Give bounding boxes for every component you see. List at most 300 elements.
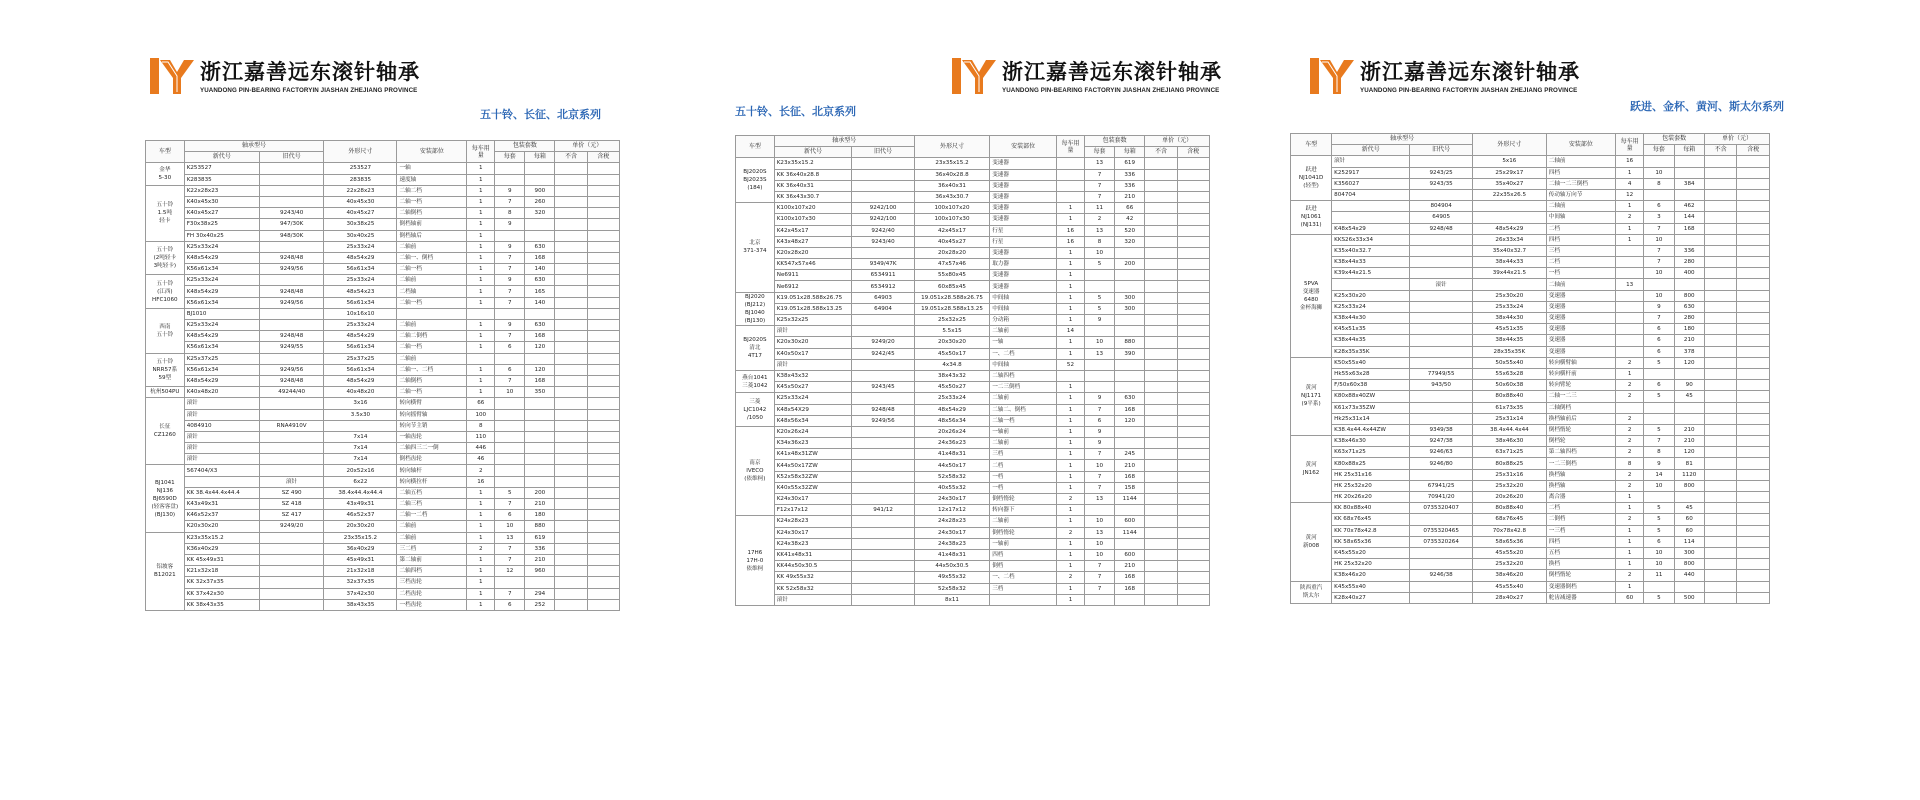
dims-cell: 41x48x31: [914, 549, 989, 560]
qty-cell: 1: [1616, 525, 1644, 536]
incl-tax-cell: [1737, 503, 1770, 514]
dims-cell: 22x28x23: [324, 185, 397, 196]
position-cell: 二轴二档: [397, 185, 467, 196]
position-cell: 三二档: [397, 543, 467, 554]
new-code-cell: K48x54x29: [184, 375, 259, 386]
incl-tax-cell: [587, 398, 619, 409]
position-cell: 三档: [990, 449, 1057, 460]
incl-tax-cell: [1737, 223, 1770, 234]
position-cell: 三档: [1546, 245, 1615, 256]
dims-cell: 22x35x26.5: [1473, 189, 1547, 200]
per-box-cell: 7: [1084, 180, 1114, 191]
per-box-cell: 7: [1084, 449, 1114, 460]
incl-tax-cell: [1177, 415, 1209, 426]
dims-cell: 24x28x23: [914, 516, 989, 527]
vehicle-cell: 5PVA 变速器 6480 金杯海狮: [1291, 234, 1332, 357]
new-code-cell: K100x107x20: [774, 203, 852, 214]
position-cell: 二轴一档: [397, 297, 467, 308]
incl-tax-cell: [1737, 492, 1770, 503]
per-case-cell: 800: [1674, 290, 1704, 301]
dims-cell: 40x45x27: [914, 236, 989, 247]
col-excl-tax: 不含: [555, 152, 587, 163]
new-code-cell: K44x50x17ZW: [774, 460, 852, 471]
vehicle-cell: 铝坡客 B12021: [146, 532, 185, 610]
old-code-cell: 9349/47K: [852, 259, 914, 270]
dims-cell: 20x52x16: [324, 465, 397, 476]
old-code-cell: [1410, 234, 1473, 245]
excl-tax-cell: [555, 331, 587, 342]
table-body: [146, 163, 620, 611]
excl-tax-cell: [1145, 471, 1177, 482]
excl-tax-cell: [555, 219, 587, 230]
excl-tax-cell: [1145, 236, 1177, 247]
per-case-cell: [1115, 315, 1145, 326]
table-row: [1291, 503, 1770, 514]
excl-tax-cell: [555, 431, 587, 442]
position-cell: 二档: [1546, 257, 1615, 268]
per-case-cell: 210: [1115, 191, 1145, 202]
per-case-cell: 210: [525, 554, 555, 565]
excl-tax-cell: [1145, 326, 1177, 337]
vehicle-cell: 长征 CZ1260: [146, 398, 185, 465]
new-code-cell: Ne6911: [774, 270, 852, 281]
col-new-code: 新代号: [1332, 145, 1410, 156]
old-code-cell: 9243/35: [1410, 178, 1473, 189]
new-code-cell: K24x28x23: [774, 516, 852, 527]
per-box-cell: 8: [1084, 236, 1114, 247]
old-code-cell: [852, 516, 914, 527]
position-cell: 二轴四档: [990, 370, 1057, 381]
excl-tax-cell: [1704, 559, 1737, 570]
new-code-cell: 804704: [1332, 189, 1410, 200]
position-cell: 一档: [1546, 268, 1615, 279]
brand-logo-icon: [150, 56, 194, 96]
position-cell: 换档轴: [1546, 469, 1615, 480]
old-code-cell: [852, 191, 914, 202]
incl-tax-cell: [1737, 458, 1770, 469]
qty-cell: 1: [1056, 594, 1084, 605]
position-cell: 转向横臂: [397, 398, 467, 409]
position-cell: 一轴齿轮: [397, 431, 467, 442]
per-case-cell: 210: [1674, 436, 1704, 447]
per-case-cell: 168: [1115, 404, 1145, 415]
col-dims: 外形尺寸: [914, 136, 989, 158]
incl-tax-cell: [1177, 527, 1209, 538]
new-code-cell: 滚针: [1332, 156, 1410, 167]
new-code-cell: K40x50x17: [774, 348, 852, 359]
table-row: [146, 196, 620, 207]
old-code-cell: [1410, 402, 1473, 413]
dims-cell: 42x45x17: [914, 225, 989, 236]
qty-cell: 1: [1616, 547, 1644, 558]
position-cell: 二轴前: [397, 521, 467, 532]
per-box-cell: [1644, 581, 1674, 592]
table-row: [1291, 257, 1770, 268]
new-code-cell: K45x51x35: [1332, 324, 1410, 335]
old-code-cell: [1410, 413, 1473, 424]
qty-cell: 13: [1616, 279, 1644, 290]
position-cell: 变速器: [990, 247, 1057, 258]
table-row: [1291, 547, 1770, 558]
table-row: [736, 169, 1210, 180]
old-code-cell: [259, 543, 323, 554]
position-cell: 二轴前: [397, 532, 467, 543]
excl-tax-cell: [1145, 214, 1177, 225]
vehicle-cell: 北京 371-374: [736, 203, 775, 293]
old-code-cell: [259, 185, 323, 196]
table-row: [1291, 335, 1770, 346]
qty-cell: 2: [1616, 357, 1644, 368]
old-code-cell: 64903: [852, 292, 914, 303]
excl-tax-cell: [1145, 404, 1177, 415]
qty-cell: 1: [1056, 516, 1084, 527]
per-case-cell: 630: [1115, 393, 1145, 404]
old-code-cell: [1410, 514, 1473, 525]
qty-cell: 4: [1616, 178, 1644, 189]
position-cell: 二轴一、倒档: [397, 252, 467, 263]
new-code-cell: KK41x48x31: [774, 549, 852, 560]
per-case-cell: [525, 476, 555, 487]
qty-cell: 2: [1616, 212, 1644, 223]
qty-cell: 1: [1056, 449, 1084, 460]
per-case-cell: 120: [1115, 415, 1145, 426]
per-box-cell: 10: [1644, 167, 1674, 178]
qty-cell: 1: [1616, 536, 1644, 547]
dims-cell: 7x14: [324, 454, 397, 465]
position-cell: 二档: [990, 460, 1057, 471]
per-box-cell: 5: [1644, 503, 1674, 514]
per-box-cell: 3: [1644, 212, 1674, 223]
incl-tax-cell: [587, 487, 619, 498]
excl-tax-cell: [1704, 223, 1737, 234]
new-code-cell: [184, 476, 259, 487]
col-per-case: 每箱: [525, 152, 555, 163]
excl-tax-cell: [555, 588, 587, 599]
per-case-cell: 520: [1115, 225, 1145, 236]
excl-tax-cell: [1145, 203, 1177, 214]
per-case-cell: 158: [1115, 482, 1145, 493]
table-row: [1291, 592, 1770, 603]
excl-tax-cell: [1704, 324, 1737, 335]
per-box-cell: 7: [1084, 404, 1114, 415]
excl-tax-cell: [1704, 301, 1737, 312]
company-name-cn: 浙江嘉善远东滚针轴承: [1002, 60, 1222, 84]
per-case-cell: 800: [1674, 559, 1704, 570]
position-cell: 变速器: [1546, 324, 1615, 335]
dims-cell: 56x61x34: [324, 342, 397, 353]
qty-cell: 1: [467, 331, 495, 342]
new-code-cell: K39x44x21.5: [1332, 268, 1410, 279]
qty-cell: 1: [467, 387, 495, 398]
position-cell: 转向摇臂轴: [397, 409, 467, 420]
per-box-cell: [495, 230, 525, 241]
per-box-cell: 5: [495, 487, 525, 498]
qty-cell: 2: [1056, 494, 1084, 505]
position-cell: 变速器: [1546, 290, 1615, 301]
position-cell: 一二三倒档: [990, 382, 1057, 393]
table-row: [146, 375, 620, 386]
per-case-cell: 619: [525, 532, 555, 543]
new-code-cell: KK 38.4x44.4x44.4: [184, 487, 259, 498]
old-code-cell: 9246/80: [1410, 458, 1473, 469]
new-code-cell: FH 30x40x25: [184, 230, 259, 241]
table-row: [1291, 167, 1770, 178]
position-cell: 换档: [1546, 559, 1615, 570]
per-case-cell: 114: [1674, 536, 1704, 547]
incl-tax-cell: [587, 320, 619, 331]
dims-cell: 38x43x32: [914, 370, 989, 381]
dims-cell: 52x58x32: [914, 583, 989, 594]
dims-cell: 38.4x44.4x44.4: [324, 487, 397, 498]
table-row: [146, 543, 620, 554]
dims-cell: 19.051x28.588x26.75: [914, 292, 989, 303]
new-code-cell: K25x32x25: [774, 315, 852, 326]
incl-tax-cell: [1737, 436, 1770, 447]
position-cell: 转向横拉杆: [397, 476, 467, 487]
per-case-cell: 180: [1674, 324, 1704, 335]
new-code-cell: K19.051x28.588x26.75: [774, 292, 852, 303]
position-cell: 倒档齿轮: [397, 454, 467, 465]
per-box-cell: [495, 398, 525, 409]
excl-tax-cell: [1704, 469, 1737, 480]
excl-tax-cell: [1704, 279, 1737, 290]
qty-cell: 2: [467, 465, 495, 476]
per-box-cell: [495, 465, 525, 476]
new-code-cell: BJ1010: [184, 308, 259, 319]
incl-tax-cell: [1177, 583, 1209, 594]
excl-tax-cell: [555, 566, 587, 577]
dims-cell: 283835: [324, 174, 397, 185]
dims-cell: 3x16: [324, 398, 397, 409]
excl-tax-cell: [1704, 536, 1737, 547]
position-cell: 转向横臂轴: [1546, 357, 1615, 368]
dims-cell: 48x54x29: [324, 375, 397, 386]
dims-cell: 25x32x25: [914, 315, 989, 326]
per-box-cell: 10: [1084, 247, 1114, 258]
per-box-cell: 8: [495, 208, 525, 219]
position-cell: 一档: [990, 471, 1057, 482]
incl-tax-cell: [1737, 156, 1770, 167]
per-case-cell: 42: [1115, 214, 1145, 225]
per-case-cell: 210: [1115, 460, 1145, 471]
catalog-page-1: [140, 0, 625, 800]
new-code-cell: [1332, 201, 1410, 212]
per-box-cell: 6: [495, 599, 525, 610]
per-case-cell: 630: [525, 320, 555, 331]
table-row: [146, 554, 620, 565]
qty-cell: 1: [467, 320, 495, 331]
position-cell: 二轴三档: [397, 499, 467, 510]
table-row: [736, 404, 1210, 415]
per-case-cell: 800: [1674, 480, 1704, 491]
incl-tax-cell: [587, 219, 619, 230]
table-row: [146, 476, 620, 487]
col-qty: 每车用量: [1616, 134, 1644, 156]
company-name-en: YUANDONG PIN-BEARING FACTORYIN JIASHAN ZHEJIANG PROVINCE: [1002, 87, 1220, 94]
qty-cell: 1: [467, 264, 495, 275]
new-code-cell: F/50x60x38: [1332, 380, 1410, 391]
qty-cell: 1: [467, 588, 495, 599]
qty-cell: 1: [1056, 415, 1084, 426]
old-code-cell: 947/30K: [259, 219, 323, 230]
per-case-cell: [1674, 492, 1704, 503]
per-case-cell: 140: [525, 297, 555, 308]
per-box-cell: 6: [1644, 201, 1674, 212]
old-code-cell: [852, 460, 914, 471]
per-case-cell: 60: [1674, 525, 1704, 536]
per-case-cell: [1115, 370, 1145, 381]
qty-cell: 8: [467, 420, 495, 431]
col-position: 安装部位: [990, 136, 1057, 158]
per-case-cell: [525, 409, 555, 420]
incl-tax-cell: [1177, 594, 1209, 605]
qty-cell: 1: [1056, 281, 1084, 292]
old-code-cell: [852, 471, 914, 482]
per-box-cell: 6: [1644, 324, 1674, 335]
qty-cell: [1616, 290, 1644, 301]
excl-tax-cell: [1704, 201, 1737, 212]
position-cell: 速度轴: [397, 174, 467, 185]
qty-cell: 1: [467, 252, 495, 263]
new-code-cell: KK44x50x30.5: [774, 561, 852, 572]
dims-cell: 60x85x45: [914, 281, 989, 292]
incl-tax-cell: [1737, 346, 1770, 357]
excl-tax-cell: [555, 409, 587, 420]
excl-tax-cell: [1704, 547, 1737, 558]
incl-tax-cell: [587, 420, 619, 431]
qty-cell: [467, 353, 495, 364]
qty-cell: [1616, 245, 1644, 256]
incl-tax-cell: [1177, 494, 1209, 505]
old-code-cell: [852, 247, 914, 258]
table-row: [1291, 492, 1770, 503]
table-row: [736, 561, 1210, 572]
per-box-cell: [495, 163, 525, 174]
col-excl-tax: 不含: [1145, 147, 1177, 158]
old-code-cell: [852, 315, 914, 326]
table-row: [146, 532, 620, 543]
dims-cell: 41x48x31: [914, 449, 989, 460]
dims-cell: 28x40x27: [1473, 592, 1547, 603]
per-box-cell: 14: [1644, 469, 1674, 480]
qty-cell: 1: [1056, 471, 1084, 482]
qty-cell: 1: [467, 163, 495, 174]
new-code-cell: K80x88x40ZW: [1332, 391, 1410, 402]
table-row: [736, 337, 1210, 348]
dims-cell: 35x40x32.7: [1473, 245, 1547, 256]
position-cell: 五档: [1546, 547, 1615, 558]
new-code-cell: K63x71x25: [1332, 447, 1410, 458]
excl-tax-cell: [555, 375, 587, 386]
table-row: [1291, 201, 1770, 212]
new-code-cell: F12x17x12: [774, 505, 852, 516]
dims-cell: 44x50x30.5: [914, 561, 989, 572]
qty-cell: 1: [467, 554, 495, 565]
incl-tax-cell: [1177, 225, 1209, 236]
new-code-cell: K38.4x44.4x44ZW: [1332, 424, 1410, 435]
vehicle-cell: BJ1041 NJ136 BJ6590D (轻客客盘) (BJ130): [146, 465, 185, 532]
old-code-cell: [852, 572, 914, 583]
dims-cell: 80x88x40: [1473, 503, 1547, 514]
position-cell: 一轴前: [990, 538, 1057, 549]
per-box-cell: [1084, 594, 1114, 605]
old-code-cell: [259, 398, 323, 409]
incl-tax-cell: [1177, 426, 1209, 437]
old-code-cell: [259, 409, 323, 420]
old-code-cell: [852, 180, 914, 191]
table-row: [736, 594, 1210, 605]
old-code-cell: 滚针: [259, 476, 323, 487]
old-code-cell: [259, 465, 323, 476]
per-case-cell: 120: [525, 342, 555, 353]
per-case-cell: [1674, 368, 1704, 379]
position-cell: 变速器: [990, 214, 1057, 225]
incl-tax-cell: [587, 185, 619, 196]
new-code-cell: K43x49x31: [184, 499, 259, 510]
excl-tax-cell: [1704, 503, 1737, 514]
new-code-cell: K38x44x35: [1332, 335, 1410, 346]
new-code-cell: K38x46x30: [1332, 436, 1410, 447]
col-bearing-model: 轴承型号: [184, 141, 324, 152]
per-case-cell: 66: [1115, 203, 1145, 214]
incl-tax-cell: [1177, 382, 1209, 393]
incl-tax-cell: [1177, 214, 1209, 225]
position-cell: 一轴前: [990, 426, 1057, 437]
excl-tax-cell: [555, 554, 587, 565]
excl-tax-cell: [1145, 393, 1177, 404]
per-case-cell: 200: [1115, 259, 1145, 270]
position-cell: 二轴一二档: [397, 510, 467, 521]
position-cell: 变速器: [1546, 301, 1615, 312]
position-cell: 倒档轮: [1546, 436, 1615, 447]
position-cell: 二轴前: [990, 326, 1057, 337]
dims-cell: 30x38x25: [324, 219, 397, 230]
per-box-cell: 7: [495, 286, 525, 297]
new-code-cell: K56x61x34: [184, 297, 259, 308]
dims-cell: 20x28x20: [914, 247, 989, 258]
per-case-cell: [525, 398, 555, 409]
per-box-cell: [1084, 370, 1114, 381]
qty-cell: 2: [1616, 413, 1644, 424]
position-cell: 一轴: [990, 337, 1057, 348]
table-row: [736, 180, 1210, 191]
table-row: [736, 191, 1210, 202]
excl-tax-cell: [1145, 594, 1177, 605]
per-case-cell: 144: [1674, 212, 1704, 223]
table-row: [736, 203, 1210, 214]
old-code-cell: [259, 320, 323, 331]
excl-tax-cell: [555, 364, 587, 375]
new-code-cell: K48x54x29: [184, 331, 259, 342]
dims-cell: 48x54x23: [324, 286, 397, 297]
position-cell: 一二三倒档: [1546, 458, 1615, 469]
old-code-cell: 9248/48: [1410, 223, 1473, 234]
qty-cell: 1: [1056, 583, 1084, 594]
new-code-cell: K42x45x17: [774, 225, 852, 236]
dims-cell: 23x35x15.2: [914, 158, 989, 169]
incl-tax-cell: [1737, 424, 1770, 435]
qty-cell: 1: [467, 510, 495, 521]
new-code-cell: 滚针: [184, 409, 259, 420]
per-case-cell: [1115, 382, 1145, 393]
dims-cell: 100x107x30: [914, 214, 989, 225]
position-cell: 行星: [990, 236, 1057, 247]
dims-cell: 48x54x29: [324, 252, 397, 263]
new-code-cell: K40x45x30: [184, 196, 259, 207]
table-row: [146, 566, 620, 577]
dims-cell: 68x76x45: [1473, 514, 1547, 525]
table-row: [1291, 357, 1770, 368]
